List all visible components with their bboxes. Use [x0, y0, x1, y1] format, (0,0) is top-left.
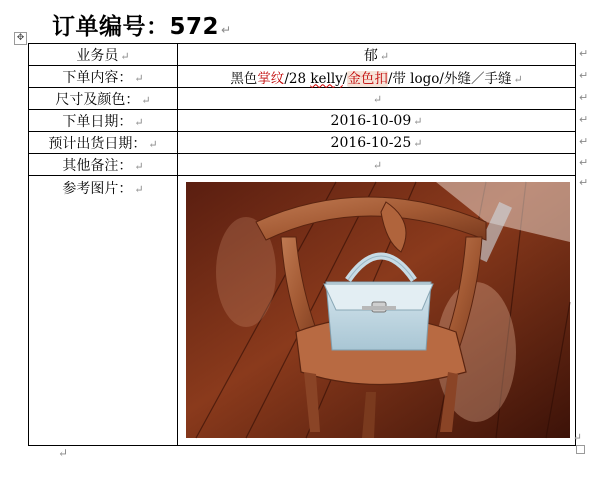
- reference-image-cell[interactable]: [178, 176, 582, 446]
- row-end-mark: ↵: [579, 69, 589, 82]
- row-end-mark: ↵: [579, 113, 589, 126]
- ship-date-value[interactable]: 2016-10-25 ↵: [178, 132, 576, 154]
- row-end-mark: ↵: [579, 176, 589, 189]
- size-color-label[interactable]: 尺寸及颜色： ↵: [29, 88, 178, 110]
- table-row: [29, 88, 576, 110]
- notes-value[interactable]: ↵: [178, 154, 576, 176]
- row-end-mark: ↵: [579, 91, 589, 104]
- row-end-mark: ↵: [579, 135, 589, 148]
- row-end-mark: ↵: [579, 156, 589, 169]
- paragraph-mark: ↵: [221, 23, 232, 37]
- title-text: 订单编号：572: [52, 14, 220, 40]
- reference-photo[interactable]: [186, 182, 582, 444]
- order-date-value[interactable]: 2016-10-09 ↵: [178, 110, 576, 132]
- ship-date-label[interactable]: 预计出货日期： ↵: [29, 132, 178, 154]
- cell-end-mark: ↵: [572, 431, 582, 444]
- order-table: [28, 43, 582, 446]
- reference-image-label[interactable]: 参考图片： ↵: [29, 176, 178, 446]
- order-date-label[interactable]: 下单日期： ↵: [29, 110, 178, 132]
- table-row: [29, 44, 576, 66]
- table-move-handle-icon[interactable]: ✥: [14, 32, 27, 45]
- size-color-value[interactable]: ↵: [178, 88, 576, 110]
- row-end-mark: ↵: [579, 47, 589, 60]
- table-row: [29, 132, 576, 154]
- table-row: [29, 154, 576, 176]
- table-resize-handle-icon[interactable]: [576, 445, 585, 454]
- table-row: [29, 176, 576, 446]
- handbag-photo-image: [186, 182, 570, 438]
- notes-label[interactable]: 其他备注： ↵: [29, 154, 178, 176]
- salesperson-label[interactable]: 业务员 ↵: [29, 44, 178, 66]
- table-row: [29, 66, 576, 88]
- document-title: [52, 8, 232, 41]
- order-content-label[interactable]: 下单内容： ↵: [29, 66, 178, 88]
- trailing-paragraph-mark: ↵: [58, 446, 69, 460]
- order-content-value[interactable]: 黑色掌纹/28 kelly/金色扣/带 logo/外缝／手缝 ↵: [178, 66, 576, 88]
- table-row: [29, 110, 576, 132]
- salesperson-value[interactable]: 郁 ↵: [178, 44, 576, 66]
